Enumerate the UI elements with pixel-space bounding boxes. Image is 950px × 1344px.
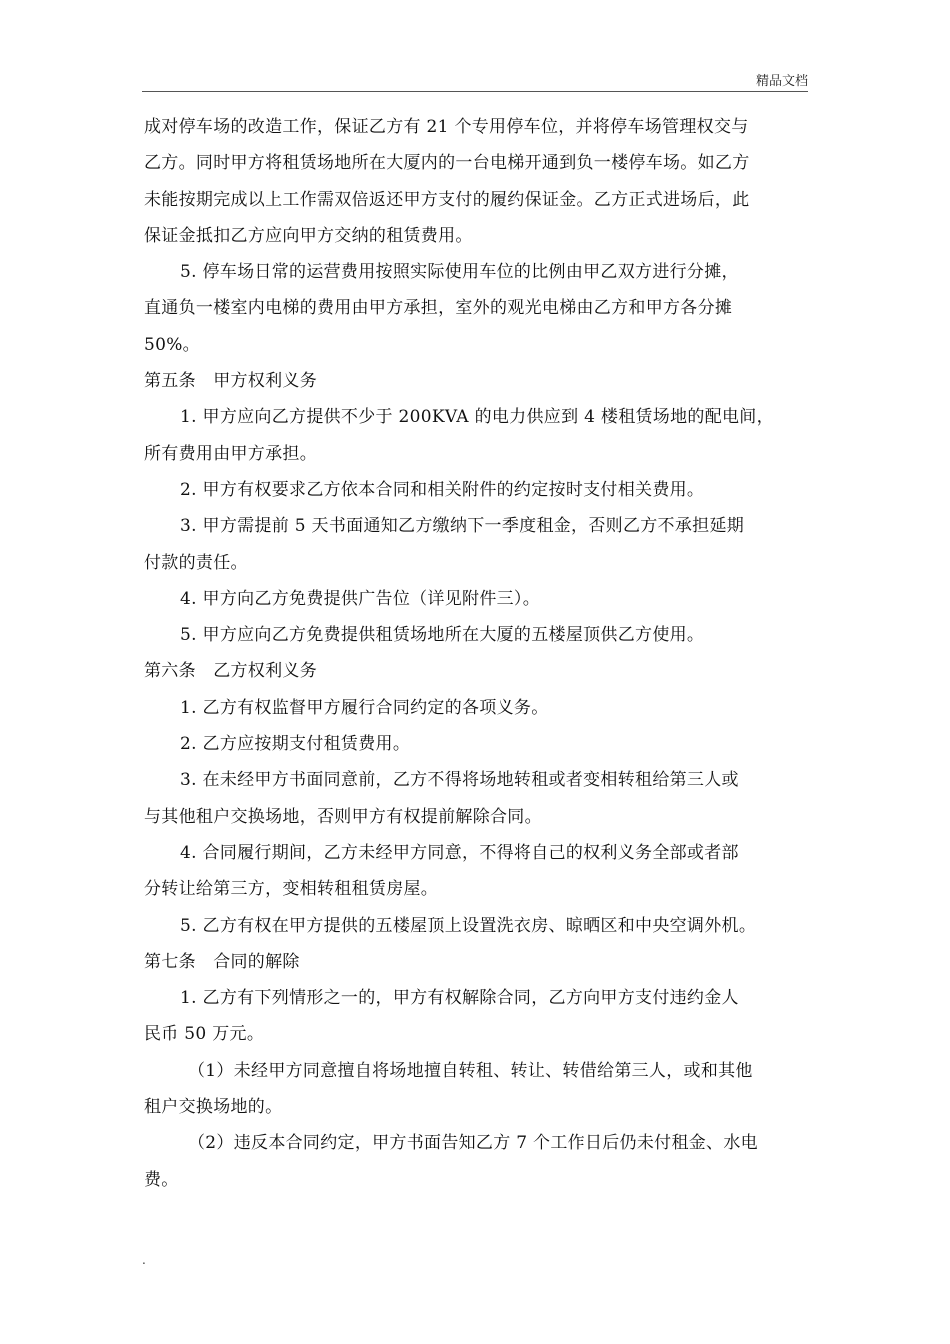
text-line: 50%。 xyxy=(144,334,200,355)
text-line: 民币 50 万元。 xyxy=(144,1024,265,1045)
text-line: 1. 乙方有下列情形之一的，甲方有权解除合同，乙方向甲方支付违约金人 xyxy=(180,988,739,1009)
text-line: 所有费用由甲方承担。 xyxy=(144,443,317,464)
article-heading: 第七条 合同的解除 xyxy=(144,951,300,972)
text-line: 3. 甲方需提前 5 天书面通知乙方缴纳下一季度租金，否则乙方不承担延期 xyxy=(180,516,745,537)
text-line: 5. 甲方应向乙方免费提供租赁场地所在大厦的五楼屋顶供乙方使用。 xyxy=(180,625,705,646)
document-body xyxy=(144,109,808,1198)
text-line: 付款的责任。 xyxy=(144,552,248,573)
text-line: （1）未经甲方同意擅自将场地擅自转租、转让、转借给第三人，或和其他 xyxy=(188,1060,753,1081)
footer-mark: . xyxy=(142,1253,146,1267)
text-line: 与其他租户交换场地，否则甲方有权提前解除合同。 xyxy=(144,806,542,827)
text-line: 未能按期完成以上工作需双倍返还甲方支付的履约保证金。乙方正式进场后，此 xyxy=(144,189,750,210)
text-line: 5. 乙方有权在甲方提供的五楼屋顶上设置洗衣房、晾晒区和中央空调外机。 xyxy=(180,915,757,936)
text-line: 1. 甲方应向乙方提供不少于 200KVA 的电力供应到 4 楼租赁场地的配电间， xyxy=(180,407,774,428)
text-line: 5. 停车场日常的运营费用按照实际使用车位的比例由甲乙双方进行分摊， xyxy=(180,262,739,283)
article-heading: 第六条 乙方权利义务 xyxy=(144,661,317,682)
text-line: 4. 合同履行期间，乙方未经甲方同意，不得将自己的权利义务全部或者部 xyxy=(180,842,739,863)
article-heading: 第五条 甲方权利义务 xyxy=(144,371,317,392)
text-line: 乙方。同时甲方将租赁场地所在大厦内的一台电梯开通到负一楼停车场。如乙方 xyxy=(144,153,750,174)
text-line: （2）违反本合同约定，甲方书面告知乙方 7 个工作日后仍未付租金、水电 xyxy=(188,1133,758,1154)
text-line: 费。 xyxy=(144,1169,179,1190)
text-line: 2. 乙方应按期支付租赁费用。 xyxy=(180,734,411,755)
page-header-label: 精品文档 xyxy=(755,74,808,89)
text-line: 3. 在未经甲方书面同意前，乙方不得将场地转租或者变相转租给第三人或 xyxy=(180,770,739,791)
text-line: 保证金抵扣乙方应向甲方交纳的租赁费用。 xyxy=(144,225,473,246)
header-divider xyxy=(142,91,808,92)
text-line: 直通负一楼室内电梯的费用由甲方承担，室外的观光电梯由乙方和甲方各分摊 xyxy=(144,298,733,319)
text-line: 4. 甲方向乙方免费提供广告位（详见附件三）。 xyxy=(180,588,541,609)
text-line: 租户交换场地的。 xyxy=(144,1097,283,1118)
text-line: 分转让给第三方，变相转租租赁房屋。 xyxy=(144,879,439,900)
text-line: 2. 甲方有权要求乙方依本合同和相关附件的约定按时支付相关费用。 xyxy=(180,479,705,500)
text-line: 1. 乙方有权监督甲方履行合同约定的各项义务。 xyxy=(180,697,549,718)
text-line: 成对停车场的改造工作，保证乙方有 21 个专用停车位，并将停车场管理权交与 xyxy=(144,117,749,137)
